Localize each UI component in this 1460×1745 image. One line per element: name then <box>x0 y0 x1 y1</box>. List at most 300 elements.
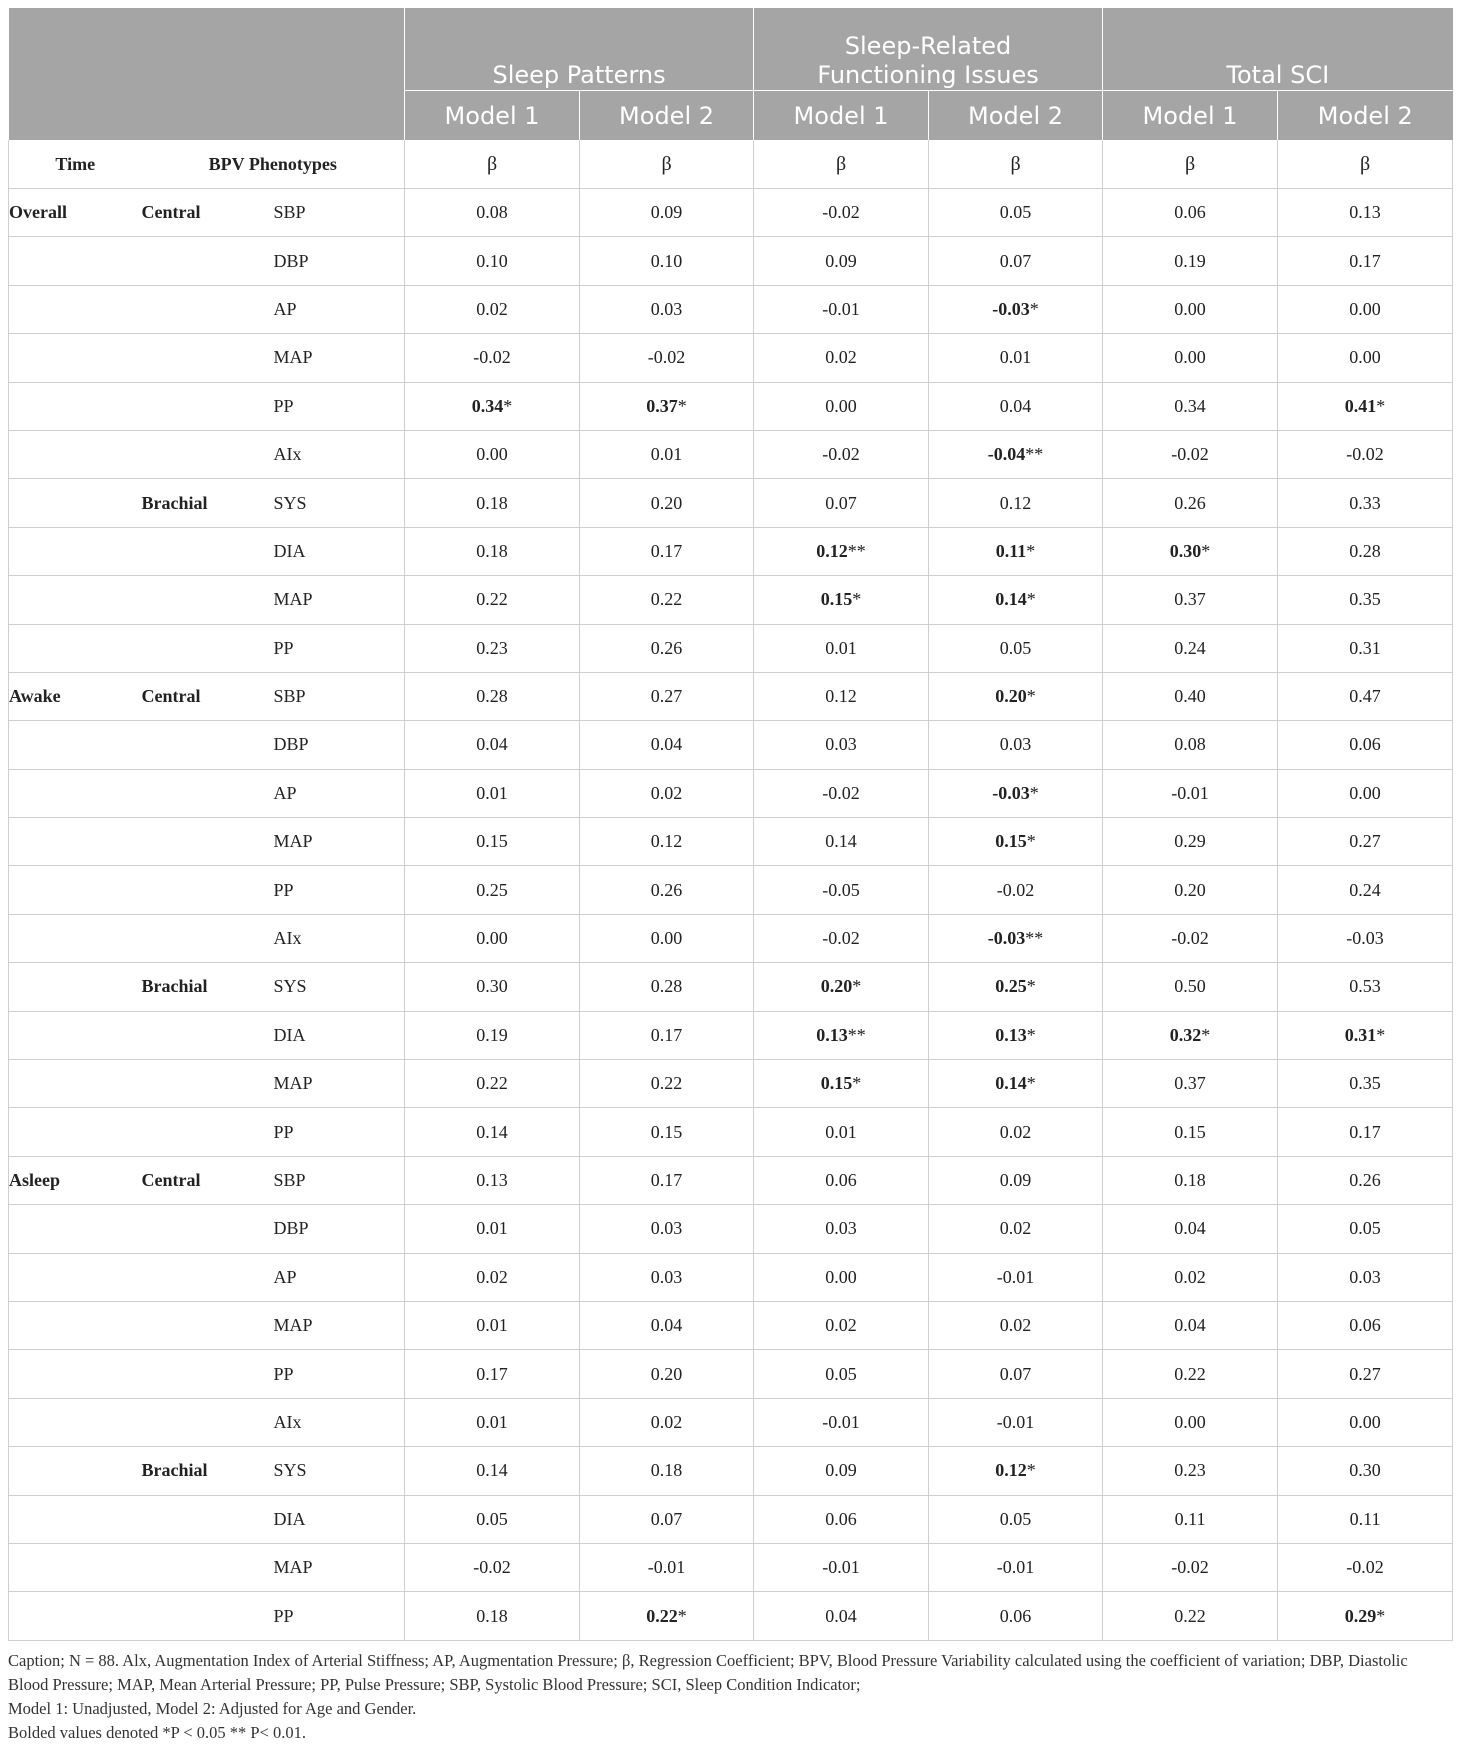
beta-cell <box>405 1011 580 1059</box>
beta-cell <box>405 237 580 285</box>
beta-cell <box>405 866 580 914</box>
beta-cell <box>1278 624 1453 672</box>
significance-marker: ** <box>847 540 866 561</box>
significance-marker: * <box>503 395 513 416</box>
beta-value: 0.17 <box>650 540 683 561</box>
beta-cell <box>1103 334 1278 382</box>
beta-cell <box>929 624 1103 672</box>
significance-marker: * <box>1029 298 1039 319</box>
table-row <box>9 527 1453 575</box>
significance-marker: * <box>1026 976 1036 997</box>
beta-value: 0.37 <box>1174 1073 1206 1094</box>
row-time <box>9 1060 142 1108</box>
beta-value: 0.02 <box>999 1315 1032 1336</box>
beta-cell <box>405 479 580 527</box>
beta-value: 0.15 <box>476 831 508 852</box>
beta-value: 0.22 <box>476 1073 508 1094</box>
table-row <box>9 1301 1453 1349</box>
regression-table <box>8 8 1453 1641</box>
table-row <box>9 1592 1453 1640</box>
beta-value-significant: 0.15 <box>820 589 853 610</box>
beta-value: 0.14 <box>476 1460 508 1481</box>
beta-value: 0.07 <box>825 492 857 513</box>
beta-cell <box>754 285 929 333</box>
beta-cell <box>1278 1543 1453 1591</box>
beta-cell <box>1103 430 1278 478</box>
beta-value: 0.02 <box>999 1218 1032 1239</box>
beta-cell <box>580 1398 754 1446</box>
beta-cell <box>754 818 929 866</box>
beta-cell <box>405 1543 580 1591</box>
row-measure: MAP <box>274 1060 405 1108</box>
beta-value: 0.00 <box>476 444 508 465</box>
row-measure: SYS <box>274 963 405 1011</box>
beta-cell <box>580 1060 754 1108</box>
beta-cell <box>1278 382 1453 430</box>
beta-cell <box>929 479 1103 527</box>
beta-cell <box>1278 1011 1453 1059</box>
beta-cell <box>405 721 580 769</box>
beta-value: 0.30 <box>476 976 508 997</box>
beta-value-significant: 0.13 <box>995 1024 1027 1045</box>
table-row <box>9 576 1453 624</box>
beta-value-significant: 0.12 <box>816 540 848 561</box>
beta-cell <box>929 1350 1103 1398</box>
beta-value-significant: 0.22 <box>646 1605 678 1626</box>
beta-cell <box>1278 479 1453 527</box>
significance-marker: * <box>1026 540 1036 561</box>
beta-cell <box>405 1060 580 1108</box>
beta-value-significant: 0.34 <box>471 395 504 416</box>
beta-cell <box>405 672 580 720</box>
beta-cell <box>405 914 580 962</box>
beta-cell <box>580 1253 754 1301</box>
row-measure: DBP <box>274 237 405 285</box>
beta-cell <box>929 1011 1103 1059</box>
beta-cell <box>754 769 929 817</box>
beta-cell <box>1103 624 1278 672</box>
row-time <box>9 1253 142 1301</box>
row-time <box>9 237 142 285</box>
table-row <box>9 237 1453 285</box>
table-row <box>9 479 1453 527</box>
beta-cell <box>754 479 929 527</box>
beta-value: 0.01 <box>825 637 857 658</box>
beta-value: 0.00 <box>1349 1411 1381 1432</box>
beta-cell <box>1278 1253 1453 1301</box>
beta-value: -0.01 <box>996 1411 1035 1432</box>
table-row <box>9 430 1453 478</box>
beta-value: 0.09 <box>650 202 683 223</box>
beta-value: 0.03 <box>825 1218 857 1239</box>
beta-cell <box>1278 334 1453 382</box>
beta-cell <box>754 1592 929 1640</box>
beta-cell <box>580 818 754 866</box>
beta-cell <box>754 1350 929 1398</box>
row-site <box>142 237 274 285</box>
beta-cell <box>1103 1543 1278 1591</box>
row-measure: SBP <box>274 189 405 237</box>
beta-value: 0.02 <box>825 1315 857 1336</box>
beta-cell <box>1278 1350 1453 1398</box>
beta-value: 0.34 <box>1174 395 1206 416</box>
beta-value-significant: -0.03 <box>987 928 1026 949</box>
beta-value: 0.22 <box>650 589 683 610</box>
beta-value: -0.01 <box>822 298 860 319</box>
beta-cell <box>580 1011 754 1059</box>
beta-cell <box>580 1495 754 1543</box>
beta-cell <box>580 672 754 720</box>
beta-value: 0.26 <box>1349 1170 1381 1190</box>
beta-value: 0.37 <box>1174 589 1206 610</box>
beta-value: -0.02 <box>473 1557 511 1578</box>
beta-cell <box>580 1350 754 1398</box>
significance-marker: ** <box>1025 444 1044 465</box>
row-site: Central <box>142 672 274 720</box>
beta-cell <box>929 1205 1103 1253</box>
table-row <box>9 914 1453 962</box>
beta-value: 0.14 <box>825 831 857 852</box>
header-model2: Model 2 <box>580 91 754 141</box>
beta-cell <box>929 1156 1103 1204</box>
table-caption <box>8 1649 1452 1745</box>
significance-marker: ** <box>847 1024 866 1045</box>
row-time <box>9 430 142 478</box>
beta-value: 0.08 <box>1174 734 1206 755</box>
table-row <box>9 866 1453 914</box>
table-row <box>9 721 1453 769</box>
beta-cell <box>754 866 929 914</box>
beta-cell <box>929 1060 1103 1108</box>
row-time <box>9 914 142 962</box>
beta-cell <box>405 963 580 1011</box>
beta-cell <box>1103 1011 1278 1059</box>
beta-cell <box>580 866 754 914</box>
significance-marker: * <box>1029 782 1039 803</box>
beta-cell <box>1278 1301 1453 1349</box>
row-time: Overall <box>9 189 142 237</box>
beta-cell <box>580 1108 754 1156</box>
beta-value: 0.04 <box>650 734 683 755</box>
beta-cell <box>754 963 929 1011</box>
beta-value: 0.02 <box>999 1121 1032 1142</box>
beta-value: 0.24 <box>1349 879 1381 900</box>
beta-cell <box>754 1398 929 1446</box>
beta-value: 0.50 <box>1174 976 1206 997</box>
row-measure: SBP <box>274 1156 405 1204</box>
beta-cell <box>580 1592 754 1640</box>
beta-value: 0.01 <box>825 1121 857 1142</box>
beta-cell <box>929 189 1103 237</box>
beta-value: 0.09 <box>999 1170 1032 1190</box>
beta-value: 0.28 <box>650 976 683 997</box>
header-model1: Model 1 <box>1103 91 1278 141</box>
table-row <box>9 189 1453 237</box>
beta-cell <box>929 818 1103 866</box>
beta-cell <box>754 334 929 382</box>
header-model2: Model 2 <box>1278 91 1453 141</box>
significance-marker: * <box>1376 1024 1386 1045</box>
beta-cell <box>580 430 754 478</box>
beta-cell <box>1103 1253 1278 1301</box>
table-body <box>9 140 1453 1640</box>
beta-value: 0.02 <box>1174 1266 1206 1287</box>
significance-marker: * <box>1026 831 1036 852</box>
beta-cell <box>1103 576 1278 624</box>
beta-value: 0.03 <box>999 734 1032 755</box>
beta-value: 0.04 <box>825 1605 857 1626</box>
beta-value: 0.26 <box>1174 492 1206 513</box>
beta-value: 0.14 <box>476 1121 508 1142</box>
beta-cell <box>754 1495 929 1543</box>
table-row <box>9 1253 1453 1301</box>
beta-value-significant: 0.20 <box>820 976 853 997</box>
beta-value: 0.06 <box>1174 202 1206 223</box>
beta-cell <box>1103 479 1278 527</box>
row-measure: MAP <box>274 334 405 382</box>
table-row <box>9 1350 1453 1398</box>
significance-marker: * <box>677 395 687 416</box>
subheader-beta: β <box>580 140 754 189</box>
beta-cell <box>1278 721 1453 769</box>
significance-marker: * <box>1026 686 1036 707</box>
beta-cell <box>405 1301 580 1349</box>
beta-value: 0.24 <box>1174 637 1206 658</box>
beta-value: 0.00 <box>825 395 857 416</box>
row-measure: SBP <box>274 672 405 720</box>
beta-value: -0.01 <box>822 1557 860 1578</box>
row-time <box>9 1301 142 1349</box>
beta-cell <box>580 285 754 333</box>
beta-value: 0.28 <box>476 686 508 707</box>
row-measure: PP <box>274 1350 405 1398</box>
row-time <box>9 382 142 430</box>
beta-value: 0.35 <box>1349 589 1381 610</box>
beta-cell <box>929 866 1103 914</box>
row-time <box>9 1592 142 1640</box>
beta-cell <box>580 963 754 1011</box>
significance-marker: ** <box>1025 928 1044 949</box>
row-site <box>142 818 274 866</box>
beta-cell <box>754 430 929 478</box>
row-site <box>142 721 274 769</box>
beta-value: 0.00 <box>825 1266 857 1287</box>
beta-value: 0.27 <box>1349 1363 1381 1384</box>
beta-value: 0.23 <box>1174 1460 1206 1481</box>
beta-cell <box>1103 382 1278 430</box>
beta-cell <box>1278 576 1453 624</box>
table-row <box>9 1495 1453 1543</box>
beta-cell <box>754 237 929 285</box>
beta-value: 0.03 <box>1349 1266 1381 1287</box>
beta-value: 0.12 <box>999 492 1032 513</box>
beta-cell <box>1278 430 1453 478</box>
row-site: Central <box>142 1156 274 1204</box>
beta-cell <box>1103 1108 1278 1156</box>
beta-value: 0.25 <box>476 879 508 900</box>
row-site: Brachial <box>142 1447 274 1495</box>
beta-value-significant: 0.25 <box>995 976 1027 997</box>
beta-cell <box>754 1447 929 1495</box>
beta-value: -0.02 <box>1171 1557 1209 1578</box>
beta-value: 0.19 <box>1174 250 1206 271</box>
row-measure: AP <box>274 769 405 817</box>
beta-cell <box>405 1108 580 1156</box>
beta-value: 0.18 <box>476 1605 508 1626</box>
beta-cell <box>929 1301 1103 1349</box>
beta-value: 0.18 <box>1174 1170 1206 1190</box>
beta-value: 0.03 <box>825 734 857 755</box>
row-time <box>9 576 142 624</box>
beta-cell <box>1103 1592 1278 1640</box>
row-time <box>9 1350 142 1398</box>
beta-value: -0.01 <box>822 1411 860 1432</box>
row-measure: DBP <box>274 1205 405 1253</box>
beta-cell <box>1103 818 1278 866</box>
beta-value: 0.00 <box>650 928 683 949</box>
beta-value: -0.01 <box>996 1266 1035 1287</box>
beta-cell <box>754 1156 929 1204</box>
beta-cell <box>929 769 1103 817</box>
beta-cell <box>580 382 754 430</box>
subheader-beta: β <box>1103 140 1278 189</box>
beta-cell <box>1103 1350 1278 1398</box>
table-row <box>9 1447 1453 1495</box>
beta-cell <box>1278 189 1453 237</box>
beta-value: -0.02 <box>822 782 860 803</box>
beta-cell <box>1278 914 1453 962</box>
beta-cell <box>929 1495 1103 1543</box>
beta-value: 0.13 <box>1349 202 1381 223</box>
beta-value: 0.22 <box>1174 1363 1206 1384</box>
row-site <box>142 1301 274 1349</box>
beta-cell <box>754 624 929 672</box>
row-site <box>142 1253 274 1301</box>
beta-cell <box>1278 527 1453 575</box>
beta-cell <box>929 237 1103 285</box>
beta-cell <box>1278 963 1453 1011</box>
header-group-sleep-patterns: Sleep Patterns <box>405 8 754 91</box>
beta-cell <box>580 624 754 672</box>
beta-value: 0.00 <box>1174 347 1206 368</box>
beta-value: -0.02 <box>822 928 860 949</box>
row-time <box>9 1205 142 1253</box>
beta-cell <box>754 189 929 237</box>
beta-value: 0.33 <box>1349 492 1381 513</box>
row-measure: SYS <box>274 1447 405 1495</box>
beta-cell <box>405 1205 580 1253</box>
beta-cell <box>405 1495 580 1543</box>
beta-value: 0.01 <box>476 1411 508 1432</box>
beta-value: 0.05 <box>476 1508 508 1529</box>
beta-value: 0.00 <box>1349 347 1381 368</box>
beta-value: 0.09 <box>825 250 857 271</box>
beta-value: 0.06 <box>825 1170 857 1190</box>
beta-cell <box>580 721 754 769</box>
beta-value: -0.02 <box>473 347 511 368</box>
row-measure: MAP <box>274 818 405 866</box>
beta-value: 0.27 <box>650 686 683 707</box>
significance-marker: * <box>852 1073 862 1094</box>
beta-value: 0.06 <box>825 1508 857 1529</box>
beta-value: 0.22 <box>1174 1605 1206 1626</box>
row-measure: MAP <box>274 1301 405 1349</box>
beta-cell <box>1103 866 1278 914</box>
beta-cell <box>405 334 580 382</box>
row-measure: DIA <box>274 1011 405 1059</box>
beta-cell <box>1103 237 1278 285</box>
beta-value: 0.05 <box>999 202 1032 223</box>
beta-cell <box>754 914 929 962</box>
beta-cell <box>1103 1447 1278 1495</box>
beta-cell <box>1103 285 1278 333</box>
beta-value: -0.01 <box>996 1557 1035 1578</box>
row-site <box>142 1543 274 1591</box>
beta-value: -0.01 <box>1171 782 1209 803</box>
row-site <box>142 382 274 430</box>
beta-value: 0.07 <box>999 250 1032 271</box>
beta-cell <box>1278 237 1453 285</box>
subheader-beta: β <box>405 140 580 189</box>
row-site <box>142 769 274 817</box>
beta-value: 0.07 <box>999 1363 1032 1384</box>
beta-value: 0.12 <box>825 686 857 707</box>
beta-value: 0.03 <box>650 1218 683 1239</box>
row-site <box>142 576 274 624</box>
beta-value: 0.29 <box>1174 831 1206 852</box>
row-time <box>9 285 142 333</box>
beta-value: -0.02 <box>822 202 860 223</box>
row-site <box>142 1108 274 1156</box>
beta-cell <box>405 1447 580 1495</box>
beta-value: 0.02 <box>825 347 857 368</box>
row-measure: MAP <box>274 1543 405 1591</box>
beta-cell <box>405 769 580 817</box>
table-row <box>9 1156 1453 1204</box>
table-row <box>9 1108 1453 1156</box>
beta-cell <box>929 382 1103 430</box>
beta-cell <box>1278 285 1453 333</box>
row-measure: PP <box>274 382 405 430</box>
beta-value: 0.11 <box>1349 1508 1381 1529</box>
significance-marker: * <box>1201 1024 1211 1045</box>
beta-cell <box>929 334 1103 382</box>
beta-cell <box>929 1398 1103 1446</box>
beta-cell <box>754 672 929 720</box>
beta-value-significant: -0.04 <box>987 444 1026 465</box>
beta-cell <box>1278 1060 1453 1108</box>
beta-cell <box>580 1447 754 1495</box>
row-measure: DIA <box>274 1495 405 1543</box>
beta-cell <box>405 382 580 430</box>
row-time <box>9 1108 142 1156</box>
beta-cell <box>1278 672 1453 720</box>
row-measure: AP <box>274 285 405 333</box>
beta-value: 0.05 <box>1349 1218 1381 1239</box>
beta-cell <box>1278 1108 1453 1156</box>
beta-value-significant: 0.14 <box>995 1073 1027 1094</box>
row-measure: MAP <box>274 576 405 624</box>
beta-cell <box>929 430 1103 478</box>
beta-cell <box>405 1592 580 1640</box>
beta-value: 0.15 <box>1174 1121 1206 1142</box>
significance-marker: * <box>852 589 862 610</box>
beta-value: 0.27 <box>1349 831 1381 852</box>
beta-cell <box>1103 963 1278 1011</box>
row-time: Awake <box>9 672 142 720</box>
beta-value-significant: 0.37 <box>646 395 678 416</box>
beta-cell <box>580 1156 754 1204</box>
